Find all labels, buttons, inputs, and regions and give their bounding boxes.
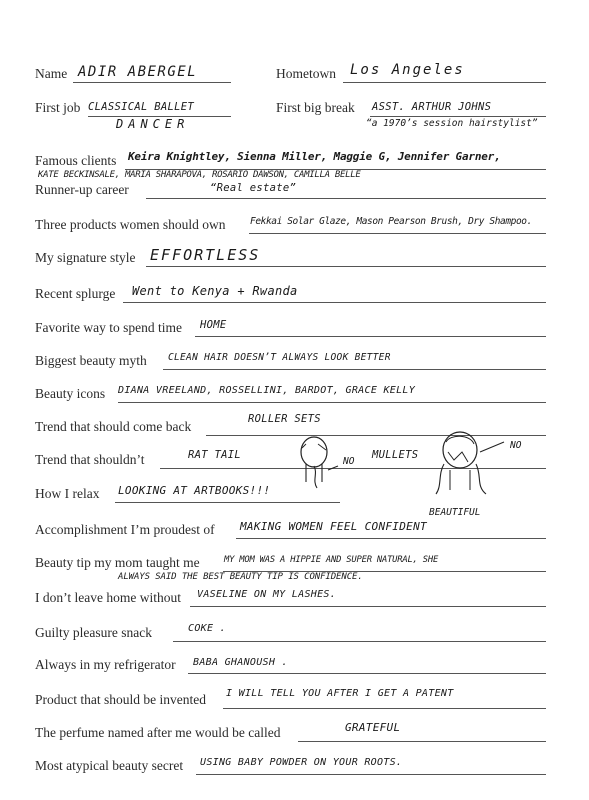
first-big-break-answer-line1: ASST. ARTHUR JOHNS xyxy=(372,101,492,113)
atypical-secret-label: Most atypical beauty secret xyxy=(35,758,184,773)
name-answer: ADIR ABERGEL xyxy=(78,64,198,80)
mom-tip-answer-line1: MY MOM WAS A HIPPIE AND SUPER NATURAL, SHE xyxy=(224,555,439,565)
name-line xyxy=(73,82,231,83)
three-products-line xyxy=(249,233,546,234)
perfume-answer: GRATEFUL xyxy=(345,721,401,734)
recent-splurge-label: Recent splurge xyxy=(35,286,116,301)
refrigerator-answer: BABA GHANOUSH . xyxy=(193,657,288,668)
trend-shouldnt-label: Trend that shouldn’t xyxy=(35,452,145,467)
first-job-label: First job xyxy=(35,100,81,115)
dont-leave-label: I don’t leave home without xyxy=(35,590,181,605)
biggest-myth-answer: CLEAN HAIR DOESN’T ALWAYS LOOK BETTER xyxy=(168,352,391,363)
trend-shouldnt-no-1: NO xyxy=(343,456,355,467)
product-invented-answer: I WILL TELL YOU AFTER I GET A PATENT xyxy=(226,688,454,699)
biggest-myth-line xyxy=(163,369,546,370)
famous-clients-answer-line2: KATE BECKINSALE, MARIA SHARAPOVA, ROSARIO DAWSON, CAMILLA BELLE xyxy=(38,170,361,180)
recent-splurge-answer: Went to Kenya + Rwanda xyxy=(132,284,298,298)
hometown-line xyxy=(343,82,546,83)
refrigerator-line xyxy=(188,673,546,674)
first-big-break-answer-line2: “a 1970’s session hairstylist” xyxy=(366,118,538,129)
how-relax-line xyxy=(115,502,340,503)
first-big-break-label: First big break xyxy=(276,100,355,115)
runner-up-career-answer: “Real estate” xyxy=(210,182,297,194)
first-job-answer-line1: CLASSICAL BALLET xyxy=(88,101,194,113)
runner-up-career-line xyxy=(146,198,546,199)
favorite-way-label: Favorite way to spend time xyxy=(35,320,182,335)
accomplishment-note: BEAUTIFUL xyxy=(429,507,481,518)
trend-shouldnt-answer-mullets: MULLETS xyxy=(372,449,419,461)
perfume-line xyxy=(298,741,546,742)
famous-clients-label: Famous clients xyxy=(35,153,117,168)
trend-come-back-label: Trend that should come back xyxy=(35,419,192,434)
signature-style-label: My signature style xyxy=(35,250,136,265)
guilty-snack-line xyxy=(173,641,546,642)
dont-leave-line xyxy=(190,606,546,607)
perfume-label: The perfume named after me would be called xyxy=(35,725,281,740)
signature-style-line xyxy=(146,266,546,267)
beauty-icons-line xyxy=(118,402,546,403)
atypical-secret-line xyxy=(196,774,546,775)
recent-splurge-line xyxy=(123,302,546,303)
famous-clients-answer-line1: Keira Knightley, Sienna Miller, Maggie G, Jennifer Garner, xyxy=(128,150,501,163)
refrigerator-label: Always in my refrigerator xyxy=(35,657,176,672)
dont-leave-answer: VASELINE ON MY LASHES. xyxy=(197,589,337,600)
trend-shouldnt-no-2: NO xyxy=(510,440,522,451)
mom-tip-answer-line2: ALWAYS SAID THE BEST BEAUTY TIP IS CONFIDENCE. xyxy=(118,572,363,582)
favorite-way-answer: HOME xyxy=(200,319,227,331)
atypical-secret-answer: USING BABY POWDER ON YOUR ROOTS. xyxy=(200,757,403,768)
beauty-icons-label: Beauty icons xyxy=(35,386,106,401)
trend-come-back-answer: ROLLER SETS xyxy=(248,413,321,425)
hometown-label: Hometown xyxy=(276,66,336,81)
hometown-answer: Los Angeles xyxy=(350,62,465,78)
beauty-icons-answer: DIANA VREELAND, ROSSELLINI, BARDOT, GRACE KELLY xyxy=(118,385,416,396)
three-products-label: Three products women should own xyxy=(35,217,226,232)
accomplishment-label: Accomplishment I’m proudest of xyxy=(35,522,215,537)
how-relax-answer: LOOKING AT ARTBOOKS!!! xyxy=(118,484,271,497)
signature-style-answer: EFFORTLESS xyxy=(150,246,261,264)
accomplishment-line xyxy=(236,538,546,539)
product-invented-label: Product that should be invented xyxy=(35,692,206,707)
product-invented-line xyxy=(223,708,546,709)
guilty-snack-label: Guilty pleasure snack xyxy=(35,625,152,640)
guilty-snack-answer: COKE . xyxy=(188,623,226,634)
three-products-answer: Fekkai Solar Glaze, Mason Pearson Brush, Dry Shampoo. xyxy=(250,216,532,227)
mom-tip-label: Beauty tip my mom taught me xyxy=(35,555,200,570)
accomplishment-answer: MAKING WOMEN FEEL CONFIDENT xyxy=(240,520,427,533)
favorite-way-line xyxy=(195,336,546,337)
trend-shouldnt-answer-rat-tail: RAT TAIL xyxy=(188,449,241,461)
runner-up-career-label: Runner-up career xyxy=(35,182,129,197)
first-big-break-line xyxy=(370,116,546,117)
first-job-answer-line2: DANCER xyxy=(116,117,190,131)
biggest-myth-label: Biggest beauty myth xyxy=(35,353,147,368)
name-label: Name xyxy=(35,66,68,81)
rat-tail-sketch xyxy=(292,436,342,496)
mullet-sketch xyxy=(432,430,512,500)
how-relax-label: How I relax xyxy=(35,486,100,501)
